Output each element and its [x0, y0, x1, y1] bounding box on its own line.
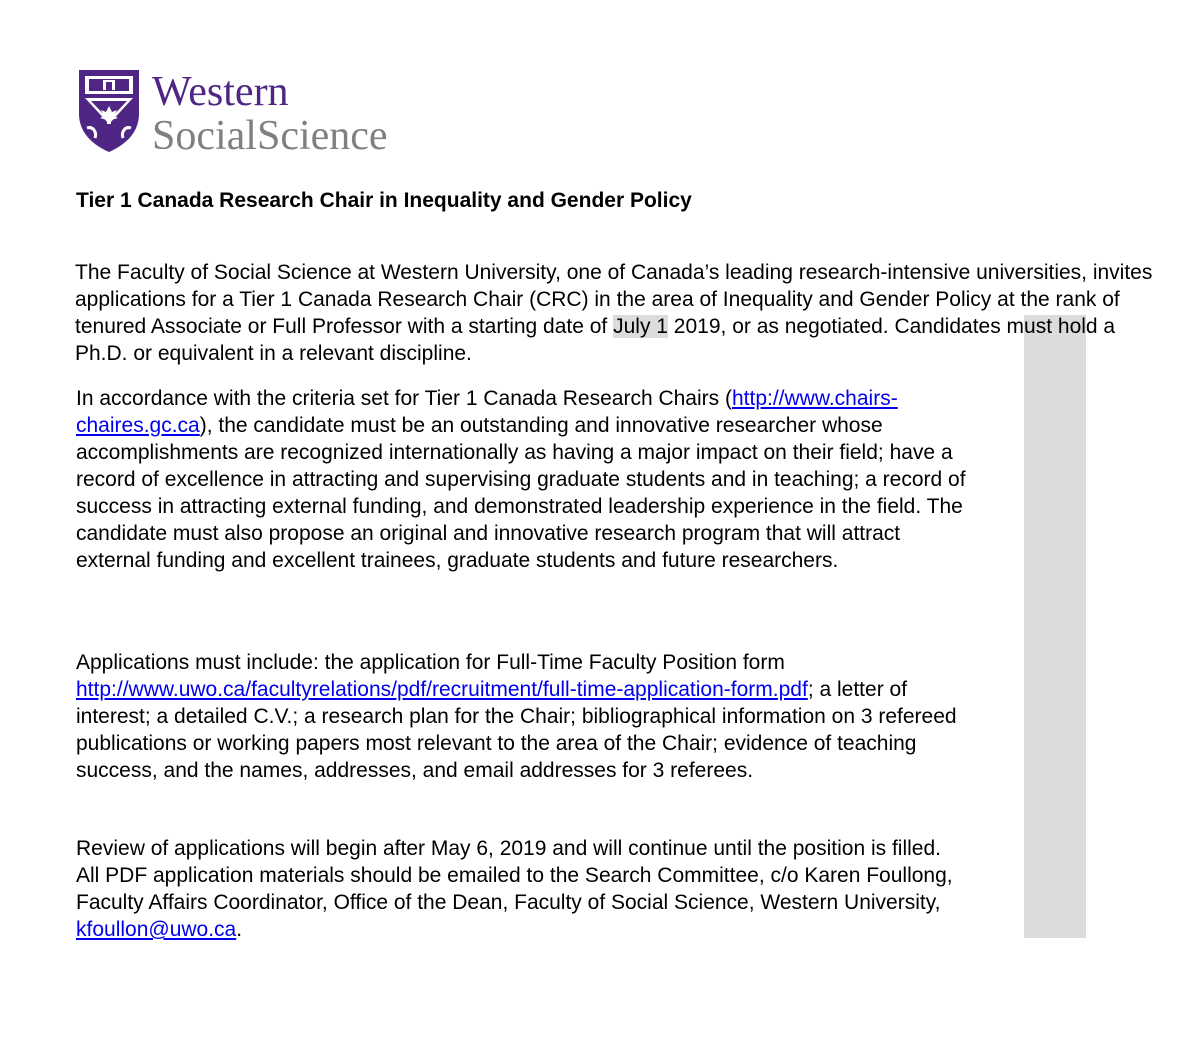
paragraph-text: Applications must include: the application for Full-Time Faculty Position form [76, 651, 785, 674]
chairs-website-link[interactable]: http://www.chairs-chaires.gc.ca [76, 387, 898, 437]
application-form-link[interactable]: http://www.uwo.ca/facultyrelations/pdf/recruitment/full-time-application-form.pdf [76, 678, 808, 701]
paragraph-text: Review of applications will begin after May 6, 2019 and will continue until the position is filled. All PDF application materials should be emailed to the Search Committee, c/o Karen Foullong, Faculty Affairs Coordinator, Office of the Dean, Faculty of Social Science, Western University, [76, 837, 953, 914]
paragraph-text: ), the candidate must be an outstanding and innovative researcher whose accomplishments are recognized internationally as having a major impact on their field; have a record of excellence in attracting and supervising graduate students and in teaching; a record of success in attracting external funding, and demonstrated leadership experience in the field. The candidate must also propose an original and innovative research program that will attract external funding and excellent trainees, graduate students and future researchers. [76, 414, 966, 572]
paragraph-text: In accordance with the criteria set for Tier 1 Canada Research Chairs ( [76, 387, 732, 410]
paragraph-criteria [76, 385, 966, 574]
contact-email-link[interactable]: kfoullon@uwo.ca [76, 918, 237, 941]
highlight-bar [1024, 315, 1086, 938]
logo-text-social-science: SocialScience [152, 113, 388, 159]
paragraph-text: 2019, or as negotiated. Candidates must hold a Ph.D. or equivalent in a relevant discipline. [75, 315, 1116, 365]
page-title: Tier 1 Canada Research Chair in Inequality and Gender Policy [76, 189, 692, 212]
paragraph-text: The Faculty of Social Science at Western University, one of Canada’s leading research-intensive universities, invites applications for a Tier 1 Canada Research Chair (CRC) in the area of Inequality and Gender Policy at the rank of tenured Associate or Full Professor with a starting date of [75, 261, 1153, 338]
logo-text-western: Western [152, 69, 289, 115]
paragraph-review-contact [76, 835, 956, 943]
paragraph-introduction [75, 259, 1165, 367]
paragraph-text: ; a letter of interest; a detailed C.V.; a research plan for the Chair; bibliographical information on 3 refereed publications or working papers most relevant to the area of the Chair; evidence of teaching success, and the names, addresses, and email addresses for 3 referees. [76, 678, 957, 782]
university-crest-icon [77, 68, 141, 154]
highlighted-start-date: July 1 [613, 315, 668, 338]
paragraph-application-requirements [76, 649, 976, 784]
western-social-science-logo [77, 68, 437, 158]
paragraph-text: . [236, 918, 243, 941]
